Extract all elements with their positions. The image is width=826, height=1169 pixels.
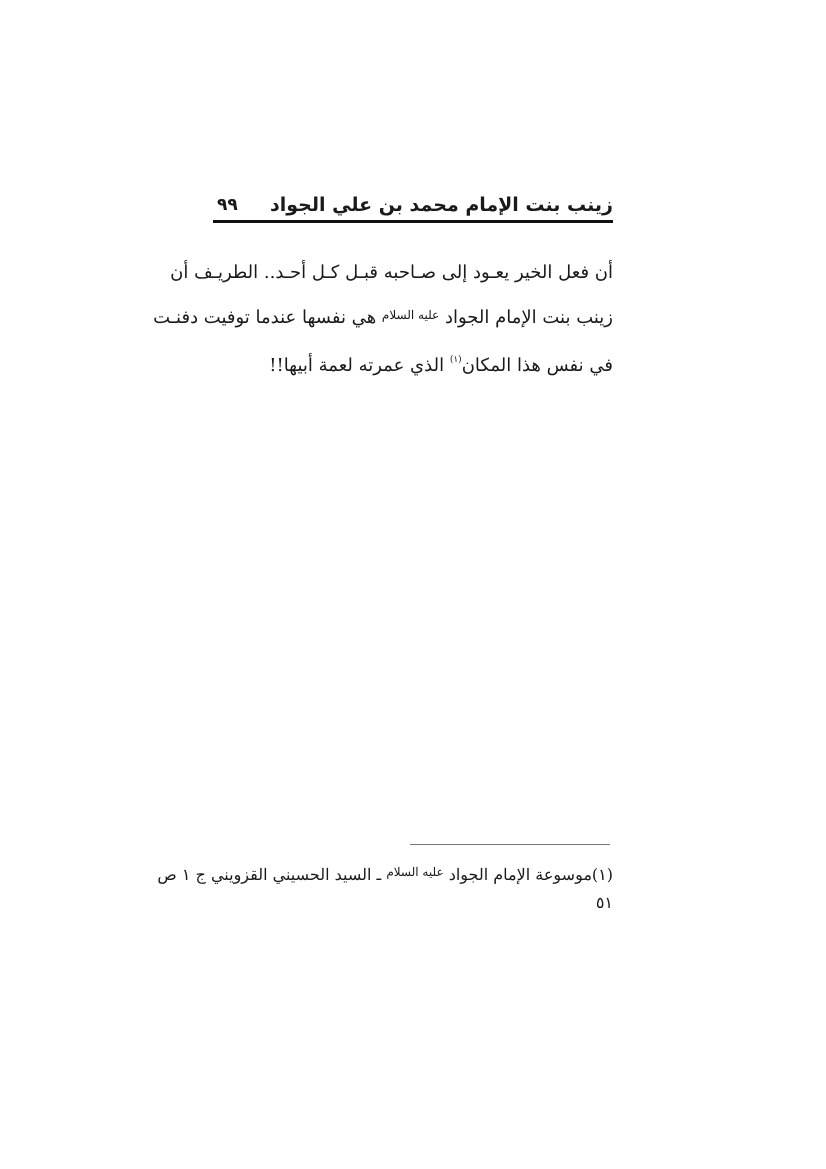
- body-line-1: [170, 252, 613, 294]
- body-line-3-after: الذي عمرته لعمة أبيها!!: [269, 355, 445, 376]
- footnote: [157, 858, 613, 917]
- body-line-3: [213, 339, 613, 387]
- salutation-mark: عليه السلام: [381, 308, 440, 322]
- footnote-line-2: ٥١: [595, 893, 613, 912]
- footnote-salutation-mark: عليه السلام: [386, 865, 444, 879]
- body-line-3-before: في نفس هذا المكان: [461, 355, 613, 376]
- footnote-line-1-before: (١)موسوعة الإمام الجواد: [448, 865, 613, 884]
- footnote-line-1: [157, 858, 613, 889]
- body-line-1-text: أن فعل الخير يعـود إلى صـاحبه قبـل كـل أحـد.. الطريـف أن: [170, 262, 613, 283]
- body-line-2: [153, 294, 613, 339]
- body-line-2-before: زينب بنت الإمام الجواد: [444, 307, 613, 328]
- page-number: ٩٩: [217, 195, 238, 215]
- running-header: [213, 192, 613, 220]
- footnote-line-1-after: ـ السيد الحسيني القزويني ج ١ ص: [157, 865, 382, 884]
- header-title: زينب بنت الإمام محمد بن علي الجواد: [270, 194, 613, 216]
- body-paragraph: [153, 252, 613, 387]
- footnote-reference[interactable]: (١): [449, 355, 462, 365]
- footnote-separator: [410, 844, 610, 845]
- header-rule: [213, 220, 613, 223]
- body-line-2-after: هي نفسها عندما توفيت دفنـت: [153, 307, 377, 328]
